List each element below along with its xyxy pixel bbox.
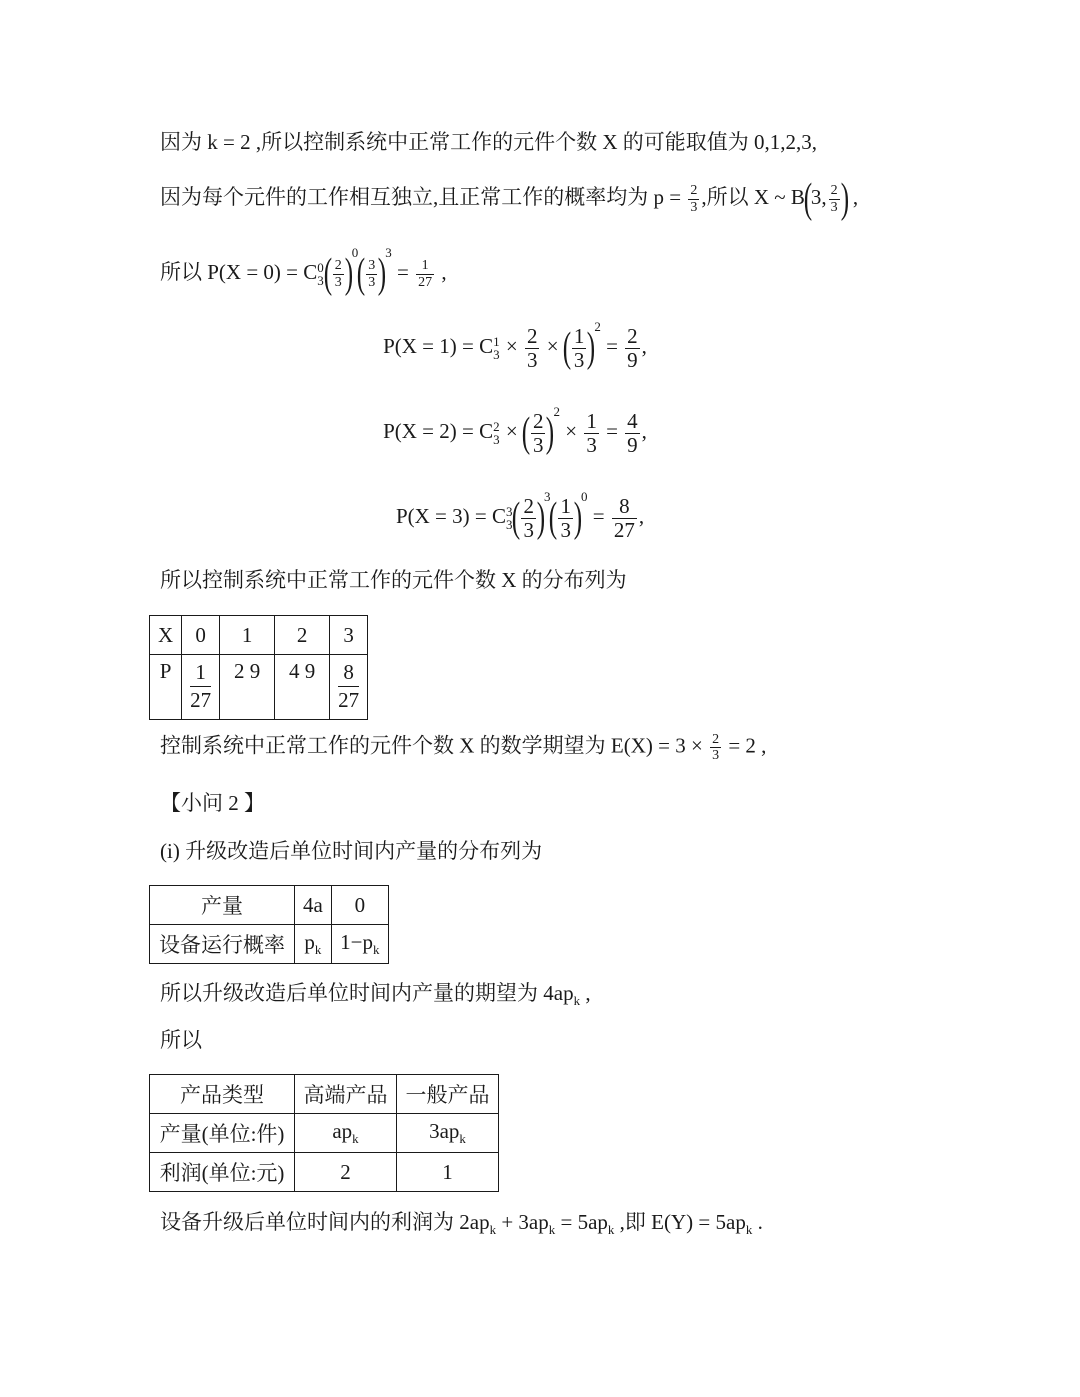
text: 所以 P(X = 0) = C bbox=[160, 260, 318, 284]
output-distribution-table bbox=[149, 885, 389, 964]
text: 3, bbox=[810, 184, 827, 209]
text: 因为每个元件的工作相互独立,且正常工作的概率均为 p = bbox=[160, 184, 687, 209]
combination-index: 0 3 bbox=[317, 259, 324, 289]
text: , bbox=[847, 184, 859, 209]
equation-p1: P(X = 1) = C 1 3 × $\frac{2}{3}$ × ( $\frac{1}{3}$ )$^2$ = $\frac{2}{9}$ , bbox=[383, 319, 647, 372]
table-row: X 0 1 2 3 bbox=[150, 616, 368, 655]
line-binomial: 因为每个元件的工作相互独立,且正常工作的概率均为 p = $\frac{2}{3}$ ,所以 X ~ B(3, $\frac{2}{3}$ ) , bbox=[160, 176, 859, 222]
table-row: P $\frac{1}{27}$ 2 9 4 9 $\frac{8}{27}$ bbox=[150, 655, 368, 720]
fraction: $\frac{2}{3}$ bbox=[830, 183, 838, 215]
line-expectation: 控制系统中正常工作的元件个数 X 的数学期望为 E(X) = 3 × $\frac{2}{3}$ = 2 , bbox=[160, 732, 767, 764]
line-profit: 设备升级后单位时间内的利润为 $2ap_k + 3ap_k = 5ap_k$ ,即 $E(Y) = 5ap_k$ . bbox=[160, 1210, 763, 1238]
table-row: 产品类型 高端产品 一般产品 bbox=[150, 1075, 499, 1114]
text: ,所以 X ~ B bbox=[701, 184, 805, 209]
fraction: $\frac{2}{3}$ bbox=[690, 183, 698, 215]
line-output-distribution: (i) 升级改造后单位时间内产量的分布列为 bbox=[160, 839, 543, 863]
table-row: 利润(单位:元) 2 1 bbox=[150, 1153, 499, 1192]
line-output-expectation: 所以升级改造后单位时间内产量的期望为 $4ap_k$ , bbox=[160, 981, 591, 1009]
line-distribution-intro: 所以控制系统中正常工作的元件个数 X 的分布列为 bbox=[160, 568, 627, 592]
equation-p2: P(X = 2) = C 2 3 × ( $\frac{2}{3}$ )$^2$ × $\frac{1}{3}$ = $\frac{4}{9}$ , bbox=[383, 404, 647, 457]
table-row: 产量(单位:件) $ap_k$ $3ap_k$ bbox=[150, 1114, 499, 1153]
table-row: 产量 4a 0 bbox=[150, 886, 389, 925]
line-therefore: 所以 bbox=[160, 1028, 202, 1052]
product-profit-table bbox=[149, 1074, 499, 1192]
fraction: $\frac{1}{27}$ bbox=[418, 258, 433, 290]
equation-p3: P(X = 3) = C 3 3 ( $\frac{2}{3}$ )$^3$( $\frac{1}{3}$ )$^0$ = $\frac{8}{27}$ , bbox=[395, 489, 645, 542]
table-row: 设备运行概率 $p_k$ $1-p_k$ bbox=[150, 925, 389, 964]
line-possible-values: 因为 k = 2 ,所以控制系统中正常工作的元件个数 X 的可能取值为 0,1,2,3, bbox=[160, 130, 818, 154]
distribution-table-x bbox=[149, 615, 368, 720]
line-p0: 所以 P(X = 0) = C 0 3 ( $\frac{2}{3}$ )$^0$( $\frac{3}{3}$ )$^3$ = $\frac{1}{27}$ , bbox=[160, 245, 447, 298]
section-heading-q2: 【小问 2 】 bbox=[160, 791, 265, 815]
